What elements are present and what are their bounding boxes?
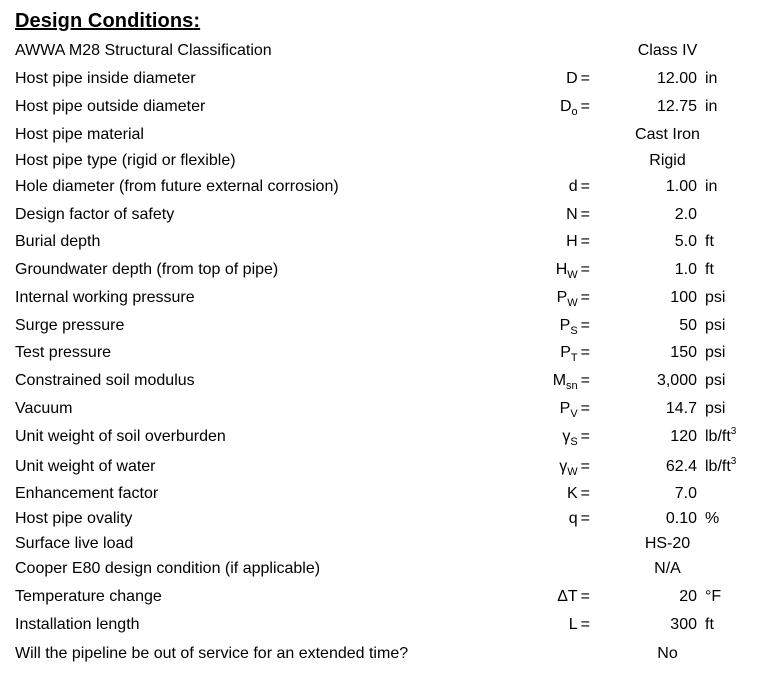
condition-value: HS-20 bbox=[644, 535, 691, 552]
condition-value: 14.7 bbox=[665, 400, 697, 417]
condition-symbol bbox=[560, 98, 590, 116]
condition-value: 150 bbox=[670, 344, 697, 361]
unit-text: psi bbox=[705, 400, 726, 417]
symbol-letter: P bbox=[560, 344, 571, 361]
condition-value: No bbox=[657, 645, 678, 662]
symbol-subscript: T bbox=[570, 352, 578, 364]
symbol-letter: q bbox=[568, 510, 578, 527]
condition-value: 1.0 bbox=[674, 261, 697, 278]
condition-label: Host pipe inside diameter bbox=[15, 70, 196, 87]
section-title-text: Design Conditions bbox=[15, 10, 194, 32]
unit-text: in bbox=[705, 178, 718, 195]
condition-unit bbox=[705, 70, 717, 88]
condition-value: 12.00 bbox=[656, 70, 697, 87]
condition-label: Installation length bbox=[15, 616, 140, 633]
symbol-subscript: V bbox=[570, 408, 578, 420]
section-title-colon: : bbox=[193, 10, 201, 32]
condition-symbol bbox=[562, 428, 590, 446]
equals-sign: = bbox=[580, 233, 590, 250]
symbol-letter: γ bbox=[562, 428, 571, 445]
condition-value: 0.10 bbox=[665, 510, 697, 527]
symbol-letter: d bbox=[568, 178, 578, 195]
symbol-letter: γ bbox=[559, 458, 568, 475]
symbol-letter: ΔT bbox=[557, 588, 578, 605]
unit-text: ft bbox=[705, 616, 714, 633]
condition-unit bbox=[705, 344, 725, 362]
condition-symbol bbox=[560, 317, 590, 335]
condition-label: AWWA M28 Structural Classification bbox=[15, 42, 272, 59]
symbol-subscript: S bbox=[570, 325, 578, 337]
unit-text: ft bbox=[705, 233, 714, 250]
unit-text: psi bbox=[705, 344, 726, 361]
symbol-letter: K bbox=[566, 485, 578, 502]
condition-symbol bbox=[553, 372, 590, 390]
condition-row bbox=[0, 643, 759, 669]
condition-label: Enhancement factor bbox=[15, 485, 159, 502]
condition-row bbox=[0, 68, 759, 94]
condition-symbol bbox=[566, 233, 590, 251]
condition-value: 120 bbox=[670, 428, 697, 445]
condition-row bbox=[0, 426, 759, 452]
condition-unit bbox=[705, 588, 721, 606]
condition-row bbox=[0, 614, 759, 640]
condition-symbol bbox=[569, 616, 590, 634]
condition-label: Groundwater depth (from top of pipe) bbox=[15, 261, 279, 278]
condition-row bbox=[0, 456, 759, 482]
condition-value: Rigid bbox=[649, 152, 686, 169]
condition-row bbox=[0, 398, 759, 424]
condition-label: Constrained soil modulus bbox=[15, 372, 195, 389]
condition-symbol bbox=[557, 289, 590, 307]
symbol-letter: N bbox=[566, 206, 578, 223]
condition-label: Host pipe material bbox=[15, 126, 144, 143]
symbol-subscript: W bbox=[567, 466, 578, 478]
condition-unit bbox=[705, 178, 717, 196]
condition-label: Burial depth bbox=[15, 233, 101, 250]
equals-sign: = bbox=[580, 178, 590, 195]
condition-symbol bbox=[569, 178, 590, 196]
unit-text: psi bbox=[705, 372, 726, 389]
condition-label: Will the pipeline be out of service for an extended time? bbox=[15, 645, 409, 662]
equals-sign: = bbox=[580, 588, 590, 605]
condition-unit bbox=[705, 428, 736, 446]
symbol-letter: P bbox=[559, 400, 571, 417]
condition-value: 5.0 bbox=[674, 233, 697, 250]
condition-unit bbox=[705, 98, 717, 116]
condition-value: N/A bbox=[654, 560, 681, 577]
condition-value: Class IV bbox=[637, 42, 698, 59]
unit-text: in bbox=[705, 70, 718, 87]
condition-unit bbox=[705, 289, 725, 307]
equals-sign: = bbox=[580, 616, 590, 633]
condition-label: Vacuum bbox=[15, 400, 73, 417]
equals-sign: = bbox=[580, 206, 590, 223]
condition-label: Temperature change bbox=[15, 588, 162, 605]
condition-value: 20 bbox=[679, 588, 697, 605]
equals-sign: = bbox=[580, 98, 590, 115]
condition-label: Unit weight of water bbox=[15, 458, 156, 475]
equals-sign: = bbox=[580, 400, 590, 417]
condition-row bbox=[0, 259, 759, 285]
condition-row bbox=[0, 204, 759, 230]
symbol-letter: H bbox=[566, 233, 578, 250]
condition-label: Internal working pressure bbox=[15, 289, 195, 306]
condition-row bbox=[0, 40, 759, 66]
condition-unit bbox=[705, 261, 714, 279]
condition-unit bbox=[705, 233, 714, 251]
condition-value: Cast Iron bbox=[635, 126, 700, 143]
symbol-letter: M bbox=[552, 372, 567, 389]
unit-text: % bbox=[705, 510, 720, 527]
condition-symbol bbox=[560, 344, 590, 362]
condition-label: Hole diameter (from future external corrosion) bbox=[15, 178, 339, 195]
unit-superscript: 3 bbox=[730, 426, 737, 437]
condition-value: 12.75 bbox=[656, 98, 697, 115]
symbol-letter: P bbox=[556, 289, 568, 306]
equals-sign: = bbox=[580, 317, 590, 334]
condition-label: Design factor of safety bbox=[15, 206, 175, 223]
symbol-letter: L bbox=[568, 616, 578, 633]
condition-unit bbox=[705, 317, 725, 335]
condition-symbol bbox=[566, 70, 590, 88]
condition-label: Host pipe ovality bbox=[15, 510, 133, 527]
symbol-letter: H bbox=[555, 261, 568, 278]
condition-row bbox=[0, 287, 759, 313]
symbol-subscript: S bbox=[570, 436, 578, 448]
condition-row bbox=[0, 508, 759, 534]
condition-row bbox=[0, 150, 759, 176]
section-title bbox=[15, 10, 200, 33]
condition-symbol bbox=[569, 510, 590, 528]
condition-symbol bbox=[566, 206, 590, 224]
condition-symbol bbox=[567, 485, 590, 503]
condition-label: Host pipe type (rigid or flexible) bbox=[15, 152, 236, 169]
unit-text: psi bbox=[705, 317, 726, 334]
condition-unit bbox=[705, 616, 714, 634]
unit-text: °F bbox=[705, 588, 722, 605]
symbol-letter: D bbox=[566, 70, 578, 87]
condition-label: Unit weight of soil overburden bbox=[15, 428, 226, 445]
unit-superscript: 3 bbox=[730, 456, 737, 467]
condition-row bbox=[0, 315, 759, 341]
condition-value: 1.00 bbox=[665, 178, 697, 195]
condition-value: 3,000 bbox=[656, 372, 697, 389]
condition-label: Surface live load bbox=[15, 535, 134, 552]
condition-value: 7.0 bbox=[674, 485, 697, 502]
condition-value: 50 bbox=[679, 317, 697, 334]
condition-row bbox=[0, 96, 759, 122]
condition-unit bbox=[705, 510, 719, 528]
equals-sign: = bbox=[580, 372, 590, 389]
condition-symbol bbox=[559, 458, 590, 476]
condition-unit bbox=[705, 400, 725, 418]
condition-label: Surge pressure bbox=[15, 317, 125, 334]
condition-value: 2.0 bbox=[674, 206, 697, 223]
symbol-letter: P bbox=[559, 317, 571, 334]
condition-row bbox=[0, 124, 759, 150]
condition-value: 300 bbox=[670, 616, 697, 633]
condition-label: Test pressure bbox=[15, 344, 112, 361]
condition-row bbox=[0, 586, 759, 612]
symbol-letter: D bbox=[559, 98, 572, 115]
condition-symbol bbox=[556, 261, 590, 279]
equals-sign: = bbox=[580, 344, 590, 361]
unit-text: psi bbox=[705, 289, 726, 306]
unit-text: in bbox=[705, 98, 718, 115]
unit-text: lb/ft bbox=[705, 458, 731, 475]
condition-row bbox=[0, 533, 759, 559]
symbol-subscript: W bbox=[567, 269, 578, 281]
condition-row bbox=[0, 342, 759, 368]
condition-row bbox=[0, 370, 759, 396]
condition-label: Cooper E80 design condition (if applicable) bbox=[15, 560, 321, 577]
condition-unit bbox=[705, 458, 736, 476]
condition-value: 100 bbox=[670, 289, 697, 306]
condition-row bbox=[0, 483, 759, 509]
equals-sign: = bbox=[580, 485, 590, 502]
equals-sign: = bbox=[580, 70, 590, 87]
equals-sign: = bbox=[580, 289, 590, 306]
symbol-subscript: sn bbox=[566, 380, 578, 392]
condition-label: Host pipe outside diameter bbox=[15, 98, 206, 115]
condition-unit bbox=[705, 372, 725, 390]
equals-sign: = bbox=[580, 510, 590, 527]
condition-symbol bbox=[557, 588, 590, 606]
condition-row bbox=[0, 176, 759, 202]
condition-symbol bbox=[560, 400, 590, 418]
condition-value: 62.4 bbox=[665, 458, 697, 475]
symbol-subscript: o bbox=[571, 106, 578, 118]
unit-text: ft bbox=[705, 261, 714, 278]
condition-row bbox=[0, 231, 759, 257]
symbol-subscript: W bbox=[567, 297, 578, 309]
condition-row bbox=[0, 558, 759, 584]
equals-sign: = bbox=[580, 261, 590, 278]
equals-sign: = bbox=[580, 428, 590, 445]
equals-sign: = bbox=[580, 458, 590, 475]
unit-text: lb/ft bbox=[705, 428, 731, 445]
